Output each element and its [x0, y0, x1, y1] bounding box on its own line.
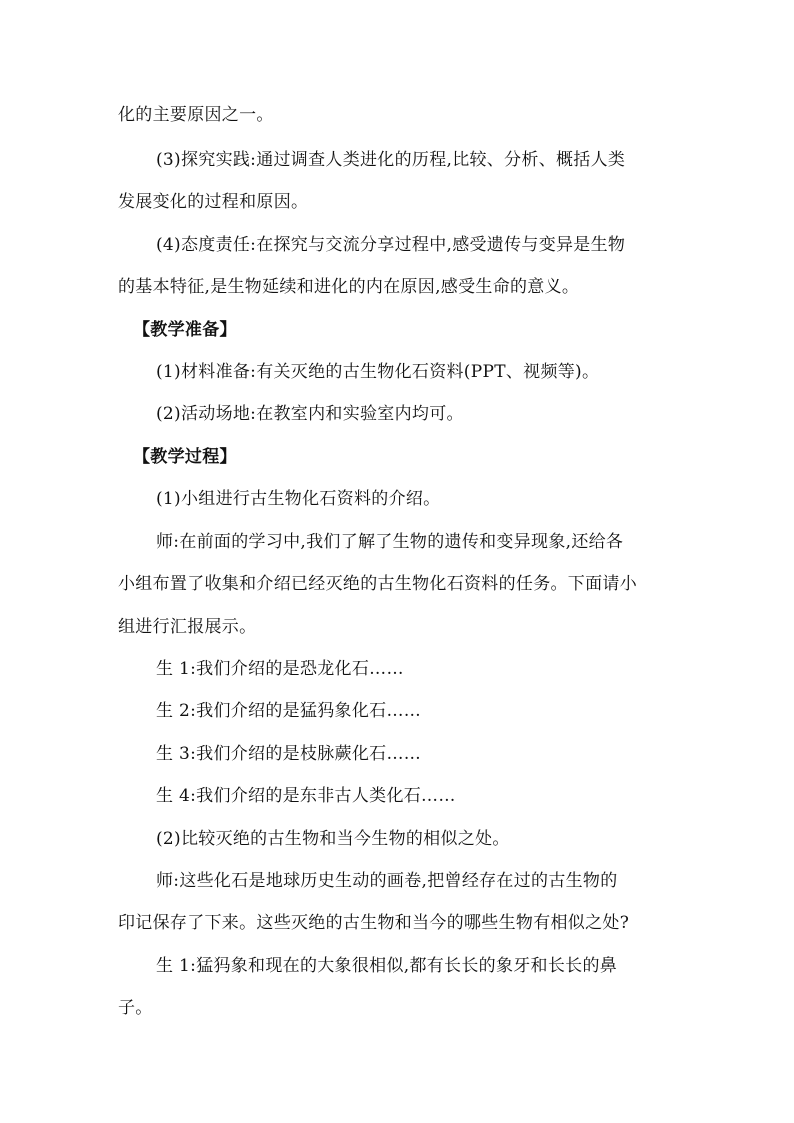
- text-line: (4)态度责任:在探究与交流分享过程中,感受遗传与变异是生物: [156, 235, 626, 255]
- text-line: 生 4:我们介绍的是东非古人类化石……: [156, 786, 456, 806]
- text-line: 师:这些化石是地球历史生动的画卷,把曾经存在过的古生物的: [156, 871, 618, 891]
- text-line: 的基本特征,是生物延续和进化的内在原因,感受生命的意义。: [118, 277, 580, 297]
- text-line: (2)比较灭绝的古生物和当今生物的相似之处。: [156, 829, 510, 849]
- text-line: 生 3:我们介绍的是枝脉蕨化石……: [156, 744, 422, 764]
- text-line: 师:在前面的学习中,我们了解了生物的遗传和变异现象,还给各: [156, 532, 624, 552]
- text-line: (1)材料准备:有关灭绝的古生物化石资料(PPT、视频等)。: [156, 362, 600, 382]
- text-line: 子。: [118, 998, 153, 1018]
- text-line: 生 2:我们介绍的是猛犸象化石……: [156, 701, 422, 721]
- text-line: 生 1:猛犸象和现在的大象很相似,都有长长的象牙和长长的鼻: [156, 956, 618, 976]
- text-line: 发展变化的过程和原因。: [118, 192, 309, 212]
- text-line: 小组布置了收集和介绍已经灭绝的古生物化石资料的任务。下面请小: [118, 574, 637, 594]
- section-heading: 【教学准备】: [133, 320, 237, 340]
- text-line: (2)活动场地:在教室内和实验室内均可。: [156, 404, 464, 424]
- text-line: 化的主要原因之一。: [118, 105, 274, 125]
- text-line: 组进行汇报展示。: [118, 617, 257, 637]
- section-heading: 【教学过程】: [133, 447, 237, 467]
- text-line: (3)探究实践:通过调查人类进化的历程,比较、分析、概括人类: [156, 150, 626, 170]
- text-line: 印记保存了下来。这些灭绝的古生物和当今的哪些生物有相似之处?: [118, 913, 630, 933]
- text-line: 生 1:我们介绍的是恐龙化石……: [156, 659, 404, 679]
- text-line: (1)小组进行古生物化石资料的介绍。: [156, 489, 441, 509]
